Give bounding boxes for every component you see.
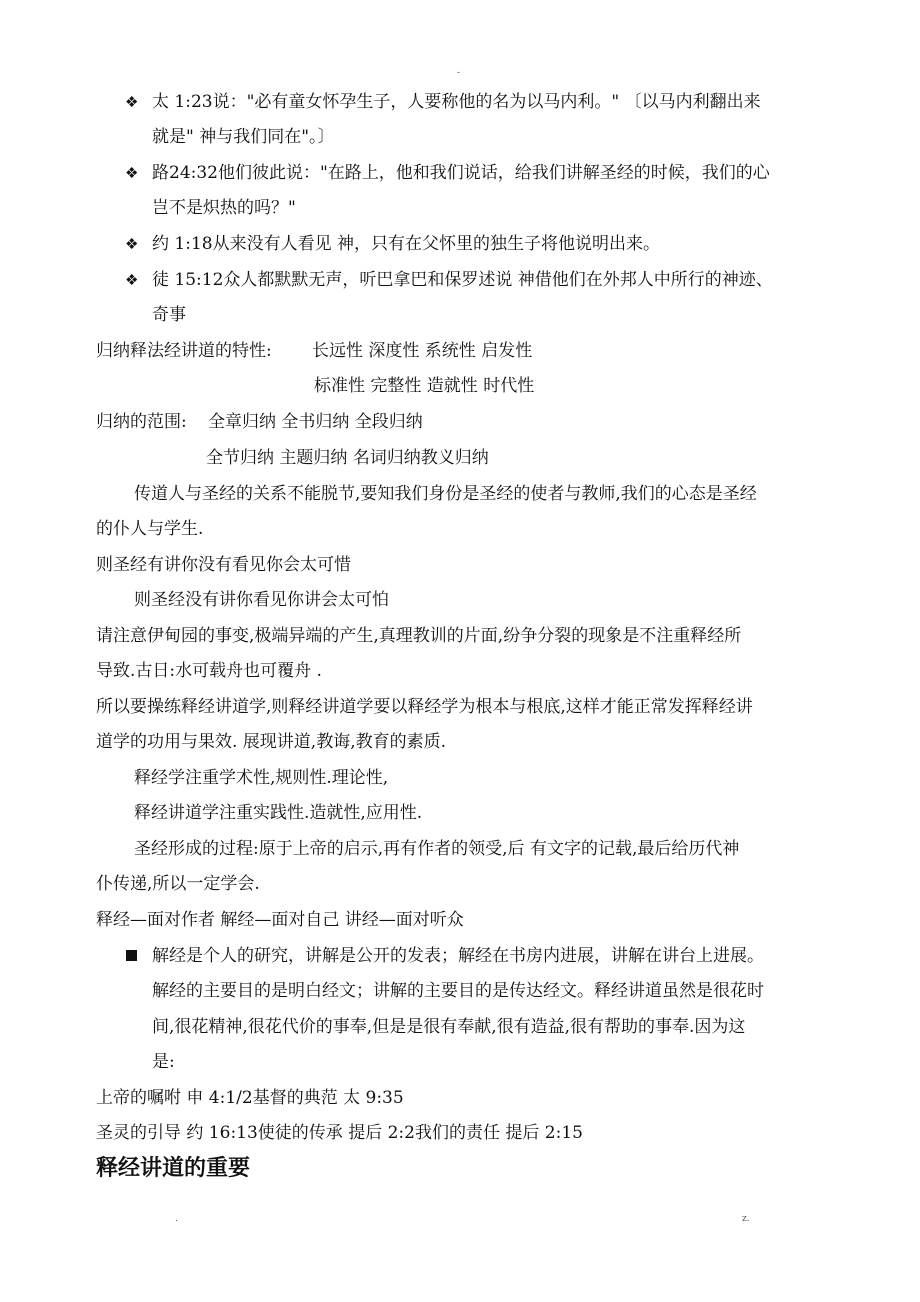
list-item-line: 间,很花精神,很花代价的事奉,但是是很有奉献,很有造益,很有帮助的事奉.因为这: [152, 1017, 746, 1037]
diamond-bullet-icon: ❖: [125, 271, 139, 289]
traits-label: 归纳释法经讲道的特性:: [96, 341, 272, 361]
list-item-line: 徒 15:12众人都默默无声，听巴拿巴和保罗述说 神借他们在外邦人中所行的神迹、: [152, 270, 773, 290]
footer-right-mark: z.: [742, 1214, 750, 1224]
list-item-line: 就是" 神与我们同在"。〕: [152, 127, 335, 147]
list-item-line: 解经的主要目的是明白经文；讲解的主要目的是传达经文。释经讲道虽然是很花时: [152, 981, 764, 1001]
list-item-line: 岂不是炽热的吗？": [152, 198, 296, 218]
list-item-line: 路24:32他们彼此说："在路上，他和我们说话，给我们讲解圣经的时候，我们的心: [152, 163, 770, 183]
paragraph-line: 圣经形成的过程:原于上帝的启示,再有作者的领受,后 有文字的记载,最后给历代神: [134, 839, 740, 859]
paragraph-line: 导致.古日:水可载舟也可覆舟 .: [96, 661, 322, 681]
diamond-bullet-icon: ❖: [125, 164, 139, 182]
section-heading: 释经讲道的重要: [96, 1155, 251, 1181]
list-item-line: 奇事: [152, 305, 186, 325]
paragraph-line: 释经—面对作者 解经—面对自己 讲经—面对听众: [96, 910, 464, 930]
list-item-line: 是:: [152, 1052, 175, 1072]
footer-left-mark: .: [175, 1214, 178, 1224]
paragraph-line: 的仆人与学生.: [96, 519, 204, 539]
scope-row: 全节归纳 主题归纳 名词归纳教义归纳: [206, 448, 489, 468]
list-item-line: 解经是个人的研究，讲解是公开的发表；解经在书房内进展，讲解在讲台上进展。: [152, 946, 764, 966]
paragraph-line: 所以要操练释经讲道学,则释经讲道学要以释经学为根本与根底,这样才能正常发挥释经讲: [96, 697, 753, 717]
reference-row: 圣灵的引导 约 16:13使徒的传承 提后 2:2我们的责任 提后 2:15: [96, 1123, 583, 1143]
header-mark: -: [457, 68, 461, 78]
paragraph-line: 请注意伊甸园的事变,极端异端的产生,真理教训的片面,纷争分裂的现象是不注重释经所: [96, 626, 742, 646]
scope-label: 归纳的范围:: [96, 412, 187, 432]
traits-row: 长远性 深度性 系统性 启发性: [312, 341, 533, 361]
paragraph-line: 则圣经有讲你没有看见你会太可惜: [96, 555, 351, 575]
paragraph-line: 传道人与圣经的关系不能脱节,要知我们身份是圣经的使者与教师,我们的心态是圣经: [134, 484, 757, 504]
paragraph-line: 释经学注重学术性,规则性.理论性,: [134, 768, 389, 788]
paragraph-line: 释经讲道学注重实践性.造就性,应用性.: [134, 803, 423, 823]
paragraph-line: 道学的功用与果效. 展现讲道,教诲,教育的素质.: [96, 732, 447, 752]
paragraph-line: 仆传递,所以一定学会.: [96, 874, 260, 894]
list-item-line: 太 1:23说："必有童女怀孕生子，人要称他的名为以马内利。" 〔以马内利翻出来: [152, 92, 761, 112]
traits-row: 标准性 完整性 造就性 时代性: [314, 376, 535, 396]
diamond-bullet-icon: ❖: [125, 235, 139, 253]
reference-row: 上帝的嘱咐 申 4:1/2基督的典范 太 9:35: [96, 1088, 404, 1108]
scope-row: 全章归纳 全书归纳 全段归纳: [208, 412, 423, 432]
list-item-line: 约 1:18从来没有人看见 神，只有在父怀里的独生子将他说明出来。: [152, 234, 660, 254]
paragraph-line: 则圣经没有讲你看见你讲会太可怕: [134, 590, 389, 610]
diamond-bullet-icon: ❖: [125, 93, 139, 111]
square-bullet-icon: [126, 950, 137, 961]
